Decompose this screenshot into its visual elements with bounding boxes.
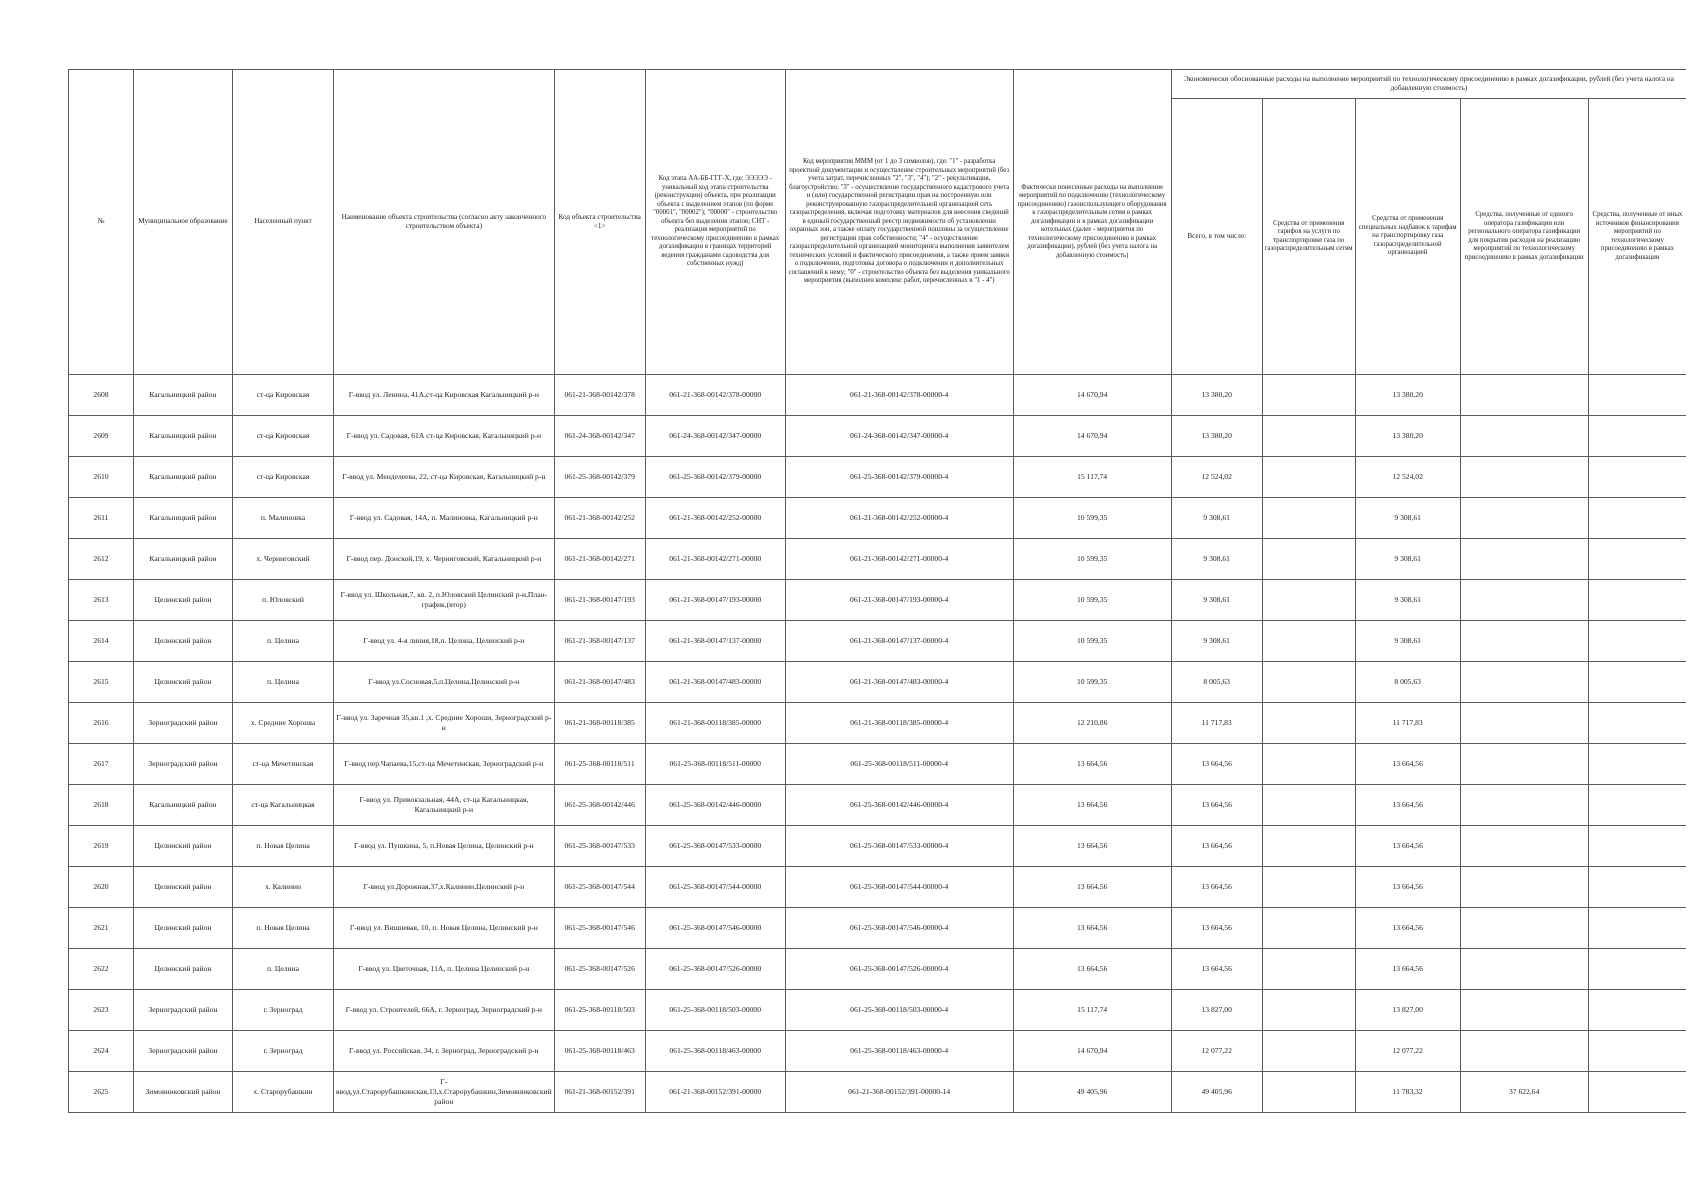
tariff-funds-cell xyxy=(1262,580,1355,621)
other-funds-cell xyxy=(1588,498,1686,539)
row-number: 2618 xyxy=(69,785,134,826)
stage-code-cell: 061-21-368-00147/193-00000 xyxy=(645,580,785,621)
total-cell: 9 308,61 xyxy=(1171,539,1262,580)
settlement-cell: п. Новая Целина xyxy=(233,826,334,867)
table-row xyxy=(69,416,1687,457)
municipality-cell: Кагальницкий район xyxy=(134,498,233,539)
actual-costs-cell: 13 664,56 xyxy=(1013,908,1171,949)
object-code-cell: 061-21-368-00142/378 xyxy=(554,375,645,416)
row-number: 2610 xyxy=(69,457,134,498)
header-special-markup: Средства от применения специальных надбавок к тарифам на транспортировку газа газораспределительной организацией xyxy=(1355,99,1460,375)
object-code-cell: 061-24-368-00142/347 xyxy=(554,416,645,457)
municipality-cell: Целинский район xyxy=(134,908,233,949)
settlement-cell: п. Малиновка xyxy=(233,498,334,539)
actual-costs-cell: 14 670,94 xyxy=(1013,1031,1171,1072)
tariff-funds-cell xyxy=(1262,539,1355,580)
tariff-funds-cell xyxy=(1262,990,1355,1031)
object-code-cell: 061-21-368-00142/252 xyxy=(554,498,645,539)
row-number: 2613 xyxy=(69,580,134,621)
operator-funds-cell xyxy=(1460,457,1588,498)
other-funds-cell xyxy=(1588,1031,1686,1072)
special-markup-cell: 13 380,20 xyxy=(1355,375,1460,416)
row-number: 2625 xyxy=(69,1072,134,1113)
table-row xyxy=(69,949,1687,990)
activity-code-cell: 061-25-368-00142/446-00000-4 xyxy=(785,785,1013,826)
tariff-funds-cell xyxy=(1262,785,1355,826)
settlement-cell: х. Калинин xyxy=(233,867,334,908)
total-cell: 13 827,00 xyxy=(1171,990,1262,1031)
total-cell: 8 005,63 xyxy=(1171,662,1262,703)
activity-code-cell: 061-25-368-00142/379-00000-4 xyxy=(785,457,1013,498)
other-funds-cell xyxy=(1588,375,1686,416)
header-tariff-funds: Средства от применения тарифов на услуги по транспортировке газа по газораспределительным сетям xyxy=(1262,99,1355,375)
operator-funds-cell xyxy=(1460,498,1588,539)
settlement-cell: п. Юловский xyxy=(233,580,334,621)
other-funds-cell xyxy=(1588,744,1686,785)
table-row xyxy=(69,539,1687,580)
activity-code-cell: 061-21-368-00147/193-00000-4 xyxy=(785,580,1013,621)
other-funds-cell xyxy=(1588,703,1686,744)
municipality-cell: Зимовниковский район xyxy=(134,1072,233,1113)
object-code-cell: 061-21-368-00147/137 xyxy=(554,621,645,662)
municipality-cell: Целинский район xyxy=(134,580,233,621)
object-code-cell: 061-25-368-00118/503 xyxy=(554,990,645,1031)
row-number: 2617 xyxy=(69,744,134,785)
operator-funds-cell xyxy=(1460,826,1588,867)
special-markup-cell: 9 308,61 xyxy=(1355,539,1460,580)
table-row xyxy=(69,457,1687,498)
stage-code-cell: 061-24-368-00142/347-00000 xyxy=(645,416,785,457)
activity-code-cell: 061-25-368-00118/503-00000-4 xyxy=(785,990,1013,1031)
municipality-cell: Зерноградский район xyxy=(134,1031,233,1072)
stage-code-cell: 061-21-368-00142/252-00000 xyxy=(645,498,785,539)
total-cell: 13 664,56 xyxy=(1171,826,1262,867)
total-cell: 12 077,22 xyxy=(1171,1031,1262,1072)
object-code-cell: 061-21-368-00147/193 xyxy=(554,580,645,621)
stage-code-cell: 061-25-368-00142/379-00000 xyxy=(645,457,785,498)
table-row xyxy=(69,1072,1687,1113)
special-markup-cell: 13 664,56 xyxy=(1355,908,1460,949)
municipality-cell: Зерноградский район xyxy=(134,990,233,1031)
special-markup-cell: 9 308,61 xyxy=(1355,498,1460,539)
row-number: 2615 xyxy=(69,662,134,703)
operator-funds-cell xyxy=(1460,539,1588,580)
stage-code-cell: 061-21-368-00142/271-00000 xyxy=(645,539,785,580)
actual-costs-cell: 10 599,35 xyxy=(1013,580,1171,621)
municipality-cell: Зерноградский район xyxy=(134,744,233,785)
object-name-cell: Г-ввод ул. Садовая, 14А, п. Малиновка, Кагальницкий р-н xyxy=(334,498,555,539)
table-row xyxy=(69,990,1687,1031)
object-code-cell: 061-21-368-00147/483 xyxy=(554,662,645,703)
actual-costs-cell: 13 664,56 xyxy=(1013,867,1171,908)
settlement-cell: х. Черниговский xyxy=(233,539,334,580)
tariff-funds-cell xyxy=(1262,416,1355,457)
municipality-cell: Целинский район xyxy=(134,662,233,703)
header-object-code: Код объекта строительства <1> xyxy=(554,70,645,375)
operator-funds-cell xyxy=(1460,744,1588,785)
municipality-cell: Кагальницкий район xyxy=(134,457,233,498)
object-name-cell: Г-ввод ул. Цветочная, 11А, п. Целина Целинский р-н xyxy=(334,949,555,990)
operator-funds-cell xyxy=(1460,375,1588,416)
settlement-cell: ст-ца Кировская xyxy=(233,416,334,457)
table-row xyxy=(69,375,1687,416)
stage-code-cell: 061-25-368-00147/533-00000 xyxy=(645,826,785,867)
actual-costs-cell: 13 664,56 xyxy=(1013,826,1171,867)
activity-code-cell: 061-24-368-00142/347-00000-4 xyxy=(785,416,1013,457)
special-markup-cell: 13 664,56 xyxy=(1355,785,1460,826)
row-number: 2612 xyxy=(69,539,134,580)
header-settlement: Населенный пункт xyxy=(233,70,334,375)
tariff-funds-cell xyxy=(1262,744,1355,785)
row-number: 2620 xyxy=(69,867,134,908)
operator-funds-cell xyxy=(1460,662,1588,703)
table-row xyxy=(69,621,1687,662)
activity-code-cell: 061-25-368-00147/526-00000-4 xyxy=(785,949,1013,990)
total-cell: 13 664,56 xyxy=(1171,744,1262,785)
object-code-cell: 061-25-368-00147/533 xyxy=(554,826,645,867)
other-funds-cell xyxy=(1588,416,1686,457)
total-cell: 9 308,61 xyxy=(1171,621,1262,662)
row-number: 2622 xyxy=(69,949,134,990)
operator-funds-cell xyxy=(1460,867,1588,908)
header-group-economic-costs: Экономически обоснованные расходы на выполнение мероприятий по технологическому присоединению в рамках догазификации, рублей (без учета налога на добавленную стоимость) xyxy=(1171,70,1686,99)
actual-costs-cell: 14 670,94 xyxy=(1013,416,1171,457)
special-markup-cell: 13 380,20 xyxy=(1355,416,1460,457)
operator-funds-cell: 37 622,64 xyxy=(1460,1072,1588,1113)
other-funds-cell xyxy=(1588,662,1686,703)
actual-costs-cell: 13 664,56 xyxy=(1013,744,1171,785)
header-object-name: Наименование объекта строительства (согласно акту законченного строительством объекта) xyxy=(334,70,555,375)
total-cell: 9 308,61 xyxy=(1171,498,1262,539)
header-num: № xyxy=(69,70,134,375)
other-funds-cell xyxy=(1588,908,1686,949)
total-cell: 13 380,20 xyxy=(1171,416,1262,457)
settlement-cell: ст-ца Кировская xyxy=(233,375,334,416)
stage-code-cell: 061-25-368-00118/463-00000 xyxy=(645,1031,785,1072)
special-markup-cell: 12 077,22 xyxy=(1355,1031,1460,1072)
row-number: 2619 xyxy=(69,826,134,867)
total-cell: 13 664,56 xyxy=(1171,785,1262,826)
header-other-funds: Средства, полученные от иных источников финансирования мероприятий по технологическому присоединению в рамках догазификации xyxy=(1588,99,1686,375)
object-code-cell: 061-21-368-00152/391 xyxy=(554,1072,645,1113)
row-number: 2609 xyxy=(69,416,134,457)
row-number: 2623 xyxy=(69,990,134,1031)
settlement-cell: п. Целина xyxy=(233,662,334,703)
object-name-cell: Г-ввод,ул.Старорубашкинская,13,х.Старорубашкин,Зимовниковский район xyxy=(334,1072,555,1113)
operator-funds-cell xyxy=(1460,785,1588,826)
actual-costs-cell: 15 117,74 xyxy=(1013,457,1171,498)
header-total: Всего, в том числе: xyxy=(1171,99,1262,375)
table-body xyxy=(69,375,1687,1113)
activity-code-cell: 061-21-368-00147/483-00000-4 xyxy=(785,662,1013,703)
tariff-funds-cell xyxy=(1262,1031,1355,1072)
other-funds-cell xyxy=(1588,826,1686,867)
table-row xyxy=(69,498,1687,539)
other-funds-cell xyxy=(1588,949,1686,990)
row-number: 2614 xyxy=(69,621,134,662)
header-activity-code: Код мероприятия МММ (от 1 до 3 символов), где: "1" - разработка проектной документации и осуществление строительных мероприятий (без учета затрат, перечисленных "2", "3", "4"); "2" - рекультивация, благоустройство; "3" - осуществление государственного кадастрового учета и (или) государственной регистрации прав на построенную или реконструированную газораспределительной организацией сеть газораспределения, включая подготовку материалов для внесения сведений в единый государственный реестр недвижимости об установлении охранных зон, а также оплату государственной пошлины за осуществление регистрации прав собственности; "4" - осуществление газораспределительной организацией мониторинга выполнения заявителем технических условий и фактического присоединения, а также прием заявки о подключении, подготовка договора о подключении и дополнительных соглашений к нему; "0" - строительство объекта без выделения уникального мероприятия (выполнен комплекс работ, перечисленных в "1 - 4") xyxy=(785,70,1013,375)
settlement-cell: п. Новая Целина xyxy=(233,908,334,949)
settlement-cell: г. Зерноград xyxy=(233,1031,334,1072)
other-funds-cell xyxy=(1588,539,1686,580)
header-stage-code: Код этапа АА-ББ-ГГГ-Х, где: ЭЭЭЭЭ - уникальный код этапа строительства (реконструкции) объекта, при реализации объекта с выделением этапов (по форме "00001", "00002"); "00000" - строительство объекта без выделения этапов; СНТ - реализация мероприятий по технологическому присоединению в рамках догазификации в границах территорий ведения гражданами садоводства для собственных нужд) xyxy=(645,70,785,375)
object-code-cell: 061-25-368-00142/379 xyxy=(554,457,645,498)
table-row xyxy=(69,785,1687,826)
operator-funds-cell xyxy=(1460,416,1588,457)
tariff-funds-cell xyxy=(1262,867,1355,908)
special-markup-cell: 12 524,02 xyxy=(1355,457,1460,498)
object-name-cell: Г-ввод ул.Сосновая,5,п.Целина,Целинский р-н xyxy=(334,662,555,703)
municipality-cell: Кагальницкий район xyxy=(134,416,233,457)
settlement-cell: п. Целина xyxy=(233,621,334,662)
other-funds-cell xyxy=(1588,867,1686,908)
municipality-cell: Кагальницкий район xyxy=(134,785,233,826)
row-number: 2608 xyxy=(69,375,134,416)
table-row xyxy=(69,580,1687,621)
special-markup-cell: 9 308,61 xyxy=(1355,621,1460,662)
total-cell: 12 524,02 xyxy=(1171,457,1262,498)
object-name-cell: Г-ввод ул. 4-я линия,18,п. Целина, Целинский р-н xyxy=(334,621,555,662)
actual-costs-cell: 13 664,56 xyxy=(1013,785,1171,826)
row-number: 2616 xyxy=(69,703,134,744)
total-cell: 13 380,20 xyxy=(1171,375,1262,416)
total-cell: 13 664,56 xyxy=(1171,908,1262,949)
object-code-cell: 061-25-368-00147/544 xyxy=(554,867,645,908)
activity-code-cell: 061-25-368-00147/546-00000-4 xyxy=(785,908,1013,949)
special-markup-cell: 13 664,56 xyxy=(1355,744,1460,785)
row-number: 2624 xyxy=(69,1031,134,1072)
special-markup-cell: 11 717,83 xyxy=(1355,703,1460,744)
settlement-cell: ст-ца Кировская xyxy=(233,457,334,498)
municipality-cell: Кагальницкий район xyxy=(134,375,233,416)
actual-costs-cell: 13 664,56 xyxy=(1013,949,1171,990)
special-markup-cell: 8 005,63 xyxy=(1355,662,1460,703)
tariff-funds-cell xyxy=(1262,826,1355,867)
settlement-cell: ст-ца Мечетинская xyxy=(233,744,334,785)
other-funds-cell xyxy=(1588,580,1686,621)
actual-costs-cell: 49 405,96 xyxy=(1013,1072,1171,1113)
other-funds-cell xyxy=(1588,621,1686,662)
header-actual-costs: Фактически понесенные расходы на выполнение мероприятий по подключению (технологическому присоединению) газоиспользующего оборудования к газораспределительным сетям в рамках догазификации и в рамках догазификации котельных (далее - мероприятия по технологическому присоединению в рамках догазификации), рублей (без учета налога на добавленную стоимость) xyxy=(1013,70,1171,375)
actual-costs-cell: 10 599,35 xyxy=(1013,621,1171,662)
data-table xyxy=(68,69,1686,1113)
object-name-cell: Г-ввод ул. Школьная,7, кв. 2, п.Юловский Целинский р-н,План-график,(втор) xyxy=(334,580,555,621)
tariff-funds-cell xyxy=(1262,662,1355,703)
stage-code-cell: 061-25-368-00118/511-00000 xyxy=(645,744,785,785)
tariff-funds-cell xyxy=(1262,703,1355,744)
object-name-cell: Г-ввод пер. Донской,19, х. Черниговский, Кагальницкий р-н xyxy=(334,539,555,580)
stage-code-cell: 061-25-368-00147/526-00000 xyxy=(645,949,785,990)
activity-code-cell: 061-21-368-00142/271-00000-4 xyxy=(785,539,1013,580)
object-name-cell: Г-ввод ул. Пушкина, 5, п.Новая Целина, Целинский р-н xyxy=(334,826,555,867)
table-row xyxy=(69,908,1687,949)
stage-code-cell: 061-21-368-00118/385-00000 xyxy=(645,703,785,744)
special-markup-cell: 13 664,56 xyxy=(1355,867,1460,908)
stage-code-cell: 061-25-368-00118/503-00000 xyxy=(645,990,785,1031)
total-cell: 13 664,56 xyxy=(1171,867,1262,908)
tariff-funds-cell xyxy=(1262,621,1355,662)
stage-code-cell: 061-21-368-00142/378-00000 xyxy=(645,375,785,416)
object-code-cell: 061-25-368-00147/546 xyxy=(554,908,645,949)
operator-funds-cell xyxy=(1460,990,1588,1031)
operator-funds-cell xyxy=(1460,949,1588,990)
actual-costs-cell: 12 210,86 xyxy=(1013,703,1171,744)
total-cell: 13 664,56 xyxy=(1171,949,1262,990)
object-name-cell: Г-ввод ул. Садовая, 61А ст-ца Кировская, Кагальницкий р-н xyxy=(334,416,555,457)
table-row xyxy=(69,662,1687,703)
header-operator-funds: Средства, полученные от единого оператора газификации или регионального оператора газификации для покрытия расходов на реализацию мероприятий по технологическому присоединению в рамках догазификации xyxy=(1460,99,1588,375)
settlement-cell: х. Старорубашкин xyxy=(233,1072,334,1113)
object-code-cell: 061-25-368-00118/511 xyxy=(554,744,645,785)
settlement-cell: г. Зерноград xyxy=(233,990,334,1031)
table-row xyxy=(69,1031,1687,1072)
table-row xyxy=(69,867,1687,908)
stage-code-cell: 061-21-368-00147/137-00000 xyxy=(645,621,785,662)
tariff-funds-cell xyxy=(1262,908,1355,949)
activity-code-cell: 061-21-368-00142/378-00000-4 xyxy=(785,375,1013,416)
operator-funds-cell xyxy=(1460,1031,1588,1072)
special-markup-cell: 9 308,61 xyxy=(1355,580,1460,621)
activity-code-cell: 061-25-368-00147/544-00000-4 xyxy=(785,867,1013,908)
actual-costs-cell: 15 117,74 xyxy=(1013,990,1171,1031)
special-markup-cell: 13 664,56 xyxy=(1355,826,1460,867)
activity-code-cell: 061-21-368-00152/391-00000-14 xyxy=(785,1072,1013,1113)
tariff-funds-cell xyxy=(1262,375,1355,416)
municipality-cell: Целинский район xyxy=(134,949,233,990)
actual-costs-cell: 10 599,35 xyxy=(1013,662,1171,703)
object-name-cell: Г-ввод ул.Дорожная,37,х.Калинин,Целинский р-н xyxy=(334,867,555,908)
tariff-funds-cell xyxy=(1262,1072,1355,1113)
object-name-cell: Г-ввод ул. Ленина, 41А,ст-ца Кировская Кагальницкий р-н xyxy=(334,375,555,416)
special-markup-cell: 13 827,00 xyxy=(1355,990,1460,1031)
activity-code-cell: 061-25-368-00118/463-00000-4 xyxy=(785,1031,1013,1072)
municipality-cell: Целинский район xyxy=(134,826,233,867)
object-name-cell: Г-ввод ул. Строителей, 66А, г. Зерноград, Зерноградский р-н xyxy=(334,990,555,1031)
row-number: 2621 xyxy=(69,908,134,949)
table-row xyxy=(69,703,1687,744)
operator-funds-cell xyxy=(1460,908,1588,949)
table-row xyxy=(69,826,1687,867)
municipality-cell: Зерноградский район xyxy=(134,703,233,744)
settlement-cell: х. Средние Хорошы xyxy=(233,703,334,744)
object-code-cell: 061-25-368-00118/463 xyxy=(554,1031,645,1072)
actual-costs-cell: 10 599,35 xyxy=(1013,539,1171,580)
tariff-funds-cell xyxy=(1262,498,1355,539)
settlement-cell: п. Целина xyxy=(233,949,334,990)
actual-costs-cell: 14 670,94 xyxy=(1013,375,1171,416)
activity-code-cell: 061-21-368-00142/252-00000-4 xyxy=(785,498,1013,539)
special-markup-cell: 13 664,56 xyxy=(1355,949,1460,990)
stage-code-cell: 061-25-368-00142/446-00000 xyxy=(645,785,785,826)
municipality-cell: Кагальницкий район xyxy=(134,539,233,580)
total-cell: 11 717,83 xyxy=(1171,703,1262,744)
object-name-cell: Г-ввод ул. Менделеева, 22, ст-ца Кировская, Кагальницкий р-н xyxy=(334,457,555,498)
activity-code-cell: 061-25-368-00147/533-00000-4 xyxy=(785,826,1013,867)
object-code-cell: 061-21-368-00118/385 xyxy=(554,703,645,744)
municipality-cell: Целинский район xyxy=(134,621,233,662)
other-funds-cell xyxy=(1588,1072,1686,1113)
other-funds-cell xyxy=(1588,457,1686,498)
tariff-funds-cell xyxy=(1262,949,1355,990)
stage-code-cell: 061-21-368-00152/391-00000 xyxy=(645,1072,785,1113)
total-cell: 49 405,96 xyxy=(1171,1072,1262,1113)
tariff-funds-cell xyxy=(1262,457,1355,498)
operator-funds-cell xyxy=(1460,703,1588,744)
activity-code-cell: 061-25-368-00118/511-00000-4 xyxy=(785,744,1013,785)
object-name-cell: Г-ввод ул. Вишневая, 10, п. Новая Целина, Целинский р-н xyxy=(334,908,555,949)
operator-funds-cell xyxy=(1460,580,1588,621)
row-number: 2611 xyxy=(69,498,134,539)
other-funds-cell xyxy=(1588,990,1686,1031)
activity-code-cell: 061-21-368-00147/137-00000-4 xyxy=(785,621,1013,662)
total-cell: 9 308,61 xyxy=(1171,580,1262,621)
activity-code-cell: 061-21-368-00118/385-00000-4 xyxy=(785,703,1013,744)
special-markup-cell: 11 783,32 xyxy=(1355,1072,1460,1113)
stage-code-cell: 061-25-368-00147/544-00000 xyxy=(645,867,785,908)
municipality-cell: Целинский район xyxy=(134,867,233,908)
object-code-cell: 061-25-368-00142/446 xyxy=(554,785,645,826)
object-code-cell: 061-21-368-00142/271 xyxy=(554,539,645,580)
object-name-cell: Г-ввод пер.Чапаева,15,ст-ца Мечетинская, Зерноградский р-н xyxy=(334,744,555,785)
object-name-cell: Г-ввод ул. Привокзальная, 44А, ст-ца Кагальницкая, Кагальницкий р-н xyxy=(334,785,555,826)
header-municipality: Муниципальное образование xyxy=(134,70,233,375)
table-row xyxy=(69,744,1687,785)
stage-code-cell: 061-25-368-00147/546-00000 xyxy=(645,908,785,949)
settlement-cell: ст-ца Кагальницкая xyxy=(233,785,334,826)
stage-code-cell: 061-21-368-00147/483-00000 xyxy=(645,662,785,703)
actual-costs-cell: 10 599,35 xyxy=(1013,498,1171,539)
object-name-cell: Г-ввод ул. Российская, 34, г. Зерноград, Зерноградский р-н xyxy=(334,1031,555,1072)
object-code-cell: 061-25-368-00147/526 xyxy=(554,949,645,990)
operator-funds-cell xyxy=(1460,621,1588,662)
object-name-cell: Г-ввод ул. Заречная 35,кв.1 ,х. Средние Хороши, Зерноградский р-н xyxy=(334,703,555,744)
other-funds-cell xyxy=(1588,785,1686,826)
